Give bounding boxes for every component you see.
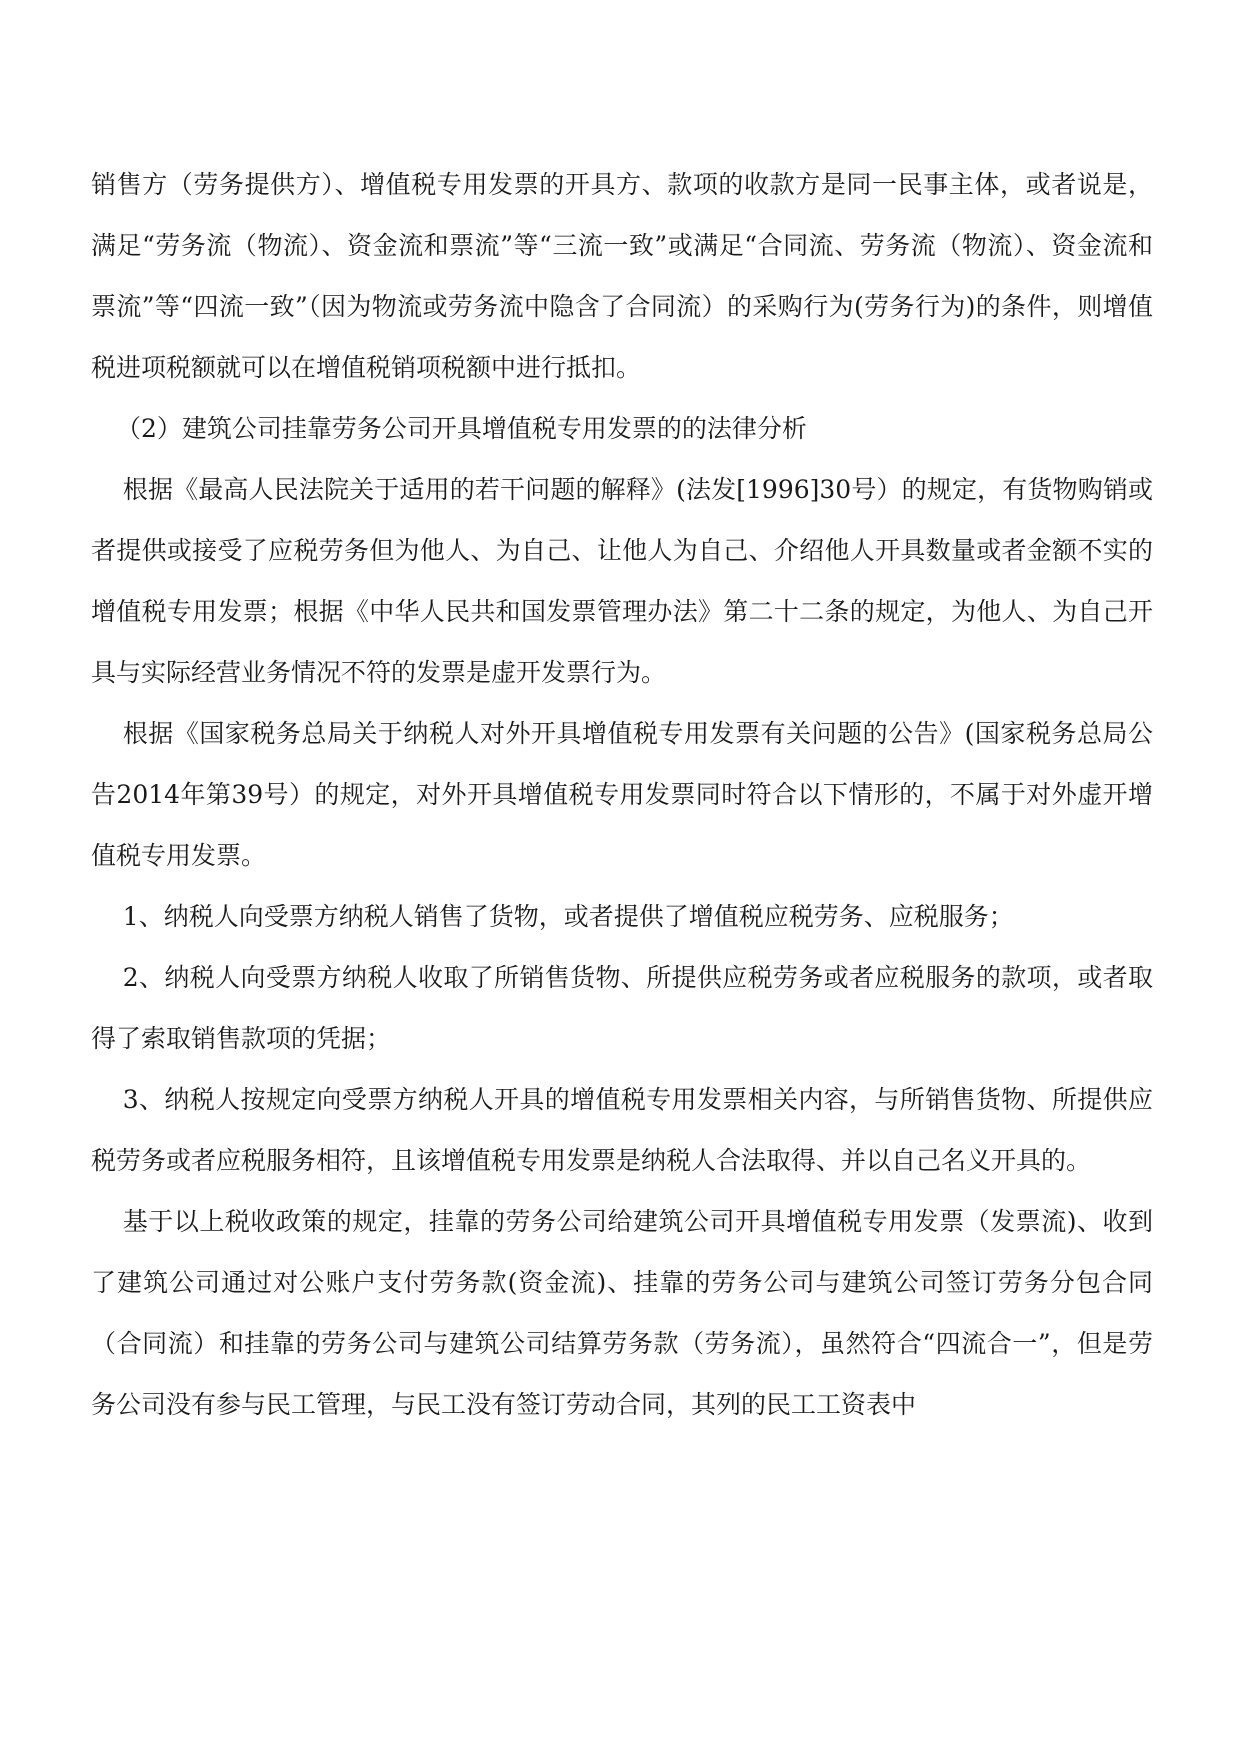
list-item-condition-2: 2、纳税人向受票方纳税人收取了所销售货物、所提供应税劳务或者应税服务的款项，或者取得了索取销售款项的凭据； [91, 963, 1153, 1053]
paragraph-announcement: 根据《国家税务总局关于纳税人对外开具增值税专用发票有关问题的公告》(国家税务总局公告2014年第39号）的规定，对外开具增值税专用发票同时符合以下情形的，不属于对外虚开增值税专用发票。 [91, 719, 1153, 870]
section-heading: （2）建筑公司挂靠劳务公司开具增值税专用发票的的法律分析 [116, 414, 807, 443]
document-body [91, 154, 1153, 1435]
paragraph-intro: 销售方（劳务提供方）、增值税专用发票的开具方、款项的收款方是同一民事主体，或者说是，满足“劳务流（物流）、资金流和票流”等“三流一致”或满足“合同流、劳务流（物流）、资金流和票流”等“四流一致”（因为物流或劳务流中隐含了合同流）的采购行为(劳务行为)的条件，则增值税进项税额就可以在增值税销项税额中进行抵扣。 [91, 170, 1153, 382]
paragraph-conclusion: 基于以上税收政策的规定，挂靠的劳务公司给建筑公司开具增值税专用发票（发票流)、收到了建筑公司通过对公账户支付劳务款(资金流)、挂靠的劳务公司与建筑公司签订劳务分包合同（合同流）和挂靠的劳务公司与建筑公司结算劳务款（劳务流），虽然符合“四流合一”，但是劳务公司没有参与民工管理，与民工没有签订劳动合同，其列的民工工资表中 [91, 1207, 1153, 1419]
paragraph-legal-basis: 根据《最高人民法院关于适用的若干问题的解释》(法发[1996]30号）的规定，有货物购销或者提供或接受了应税劳务但为他人、为自己、让他人为自己、介绍他人开具数量或者金额不实的增值税专用发票；根据《中华人民共和国发票管理办法》第二十二条的规定，为他人、为自己开具与实际经营业务情况不符的发票是虚开发票行为。 [91, 475, 1153, 687]
list-item-condition-3: 3、纳税人按规定向受票方纳税人开具的增值税专用发票相关内容，与所销售货物、所提供应税劳务或者应税服务相符，且该增值税专用发票是纳税人合法取得、并以自己名义开具的。 [91, 1085, 1153, 1175]
list-item-condition-1: 1、纳税人向受票方纳税人销售了货物，或者提供了增值税应税劳务、应税服务； [122, 902, 1014, 931]
